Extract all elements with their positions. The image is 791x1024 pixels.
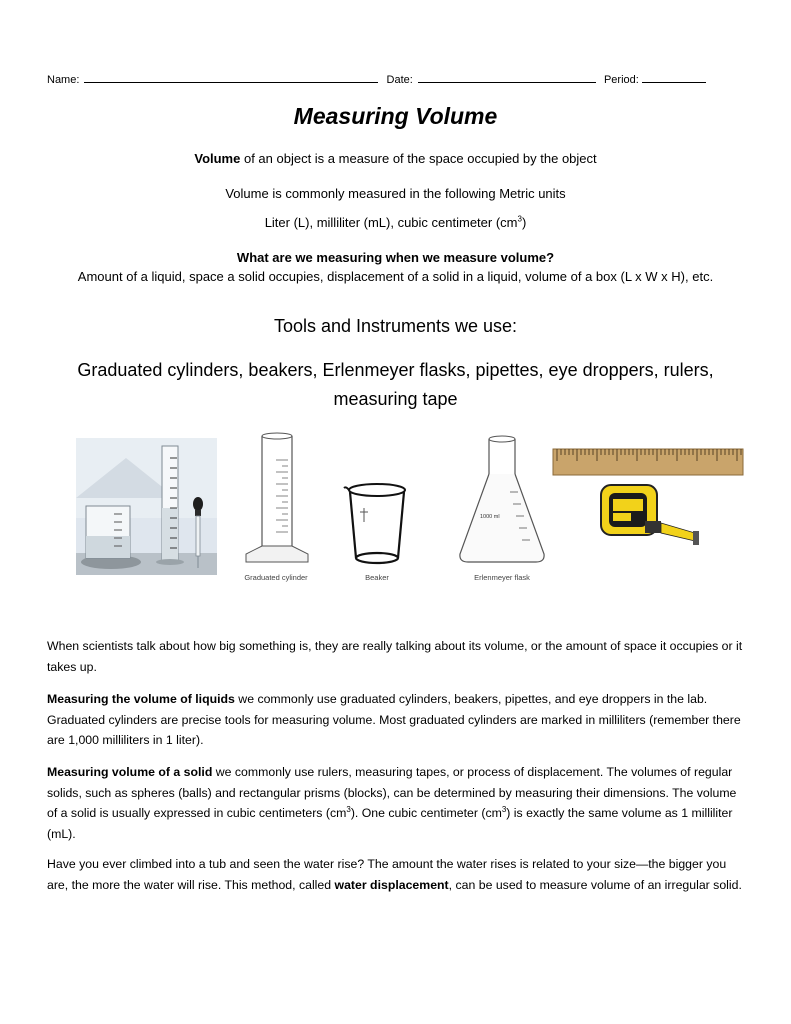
units-list-close: ) bbox=[521, 215, 527, 230]
definition-term: Volume bbox=[194, 151, 241, 166]
page-title: Measuring Volume bbox=[293, 103, 498, 129]
graduated-cylinder-drawing bbox=[238, 430, 316, 572]
volume-definition bbox=[0, 151, 791, 166]
date-field[interactable] bbox=[418, 72, 596, 83]
lab-equipment-photo-svg bbox=[76, 438, 217, 575]
measuring-question: What are we measuring when we measure volume? bbox=[236, 250, 555, 265]
lab-equipment-photo bbox=[76, 438, 217, 575]
liquids-heading: Measuring the volume of liquids bbox=[47, 692, 235, 706]
erlenmeyer-flask-drawing bbox=[456, 434, 548, 570]
units-list bbox=[0, 215, 791, 230]
name-field[interactable] bbox=[84, 72, 378, 83]
solids-heading: Measuring volume of a solid bbox=[47, 765, 213, 779]
erlenmeyer-flask-svg bbox=[456, 434, 548, 570]
header-fields bbox=[47, 72, 706, 86]
displacement-text-a: Have you ever climbed into a tub and seen the water rise? The amount the water rises is related to your size—the bigger you are, the more the water will rise. This method, called bbox=[47, 857, 727, 892]
units-intro: Volume is commonly measured in the following Metric units bbox=[225, 186, 566, 201]
name-label: Name: bbox=[47, 74, 80, 86]
ruler-tape-svg bbox=[545, 437, 745, 557]
measuring-answer: Amount of a liquid, space a solid occupies, displacement of a solid in a liquid, volume of a box (L x W x H), etc. bbox=[77, 269, 714, 284]
flask-volume-label: 1000 ml bbox=[480, 514, 500, 520]
definition-text: of an object is a measure of the space occupied by the object bbox=[240, 151, 597, 166]
displacement-text-b: , can be used to measure volume of an irregular solid. bbox=[448, 877, 742, 892]
beaker-caption: Beaker bbox=[365, 573, 389, 582]
units-superscript: 3 bbox=[517, 214, 522, 224]
liquids-text: we commonly use graduated cylinders, beakers, pipettes, and eye droppers in the lab. Graduated cylinders are precise tools for measuring volume. Most graduated cylinders are marked in milliliters (remember there are 1,000 milliliters in 1 liter). bbox=[47, 692, 741, 747]
paragraph-displacement bbox=[47, 854, 747, 895]
solids-text-c: ) is exactly the same volume as 1 milliliter (mL). bbox=[47, 806, 733, 841]
date-label: Date: bbox=[386, 74, 413, 86]
units-list-text: Liter (L), milliliter (mL), cubic centimeter (cm bbox=[264, 215, 518, 230]
beaker-svg bbox=[342, 478, 412, 570]
period-field[interactable] bbox=[642, 72, 706, 83]
displacement-term: water displacement bbox=[334, 877, 449, 892]
ruler-and-tape-photo bbox=[545, 437, 745, 557]
paragraph-intro: When scientists talk about how big something is, they are really talking about its volume, or the amount of space it occupies or it takes up. bbox=[47, 639, 743, 674]
tools-list: Graduated cylinders, beakers, Erlenmeyer flasks, pipettes, eye droppers, rulers, measuring tape bbox=[77, 360, 714, 409]
tools-heading: Tools and Instruments we use: bbox=[273, 316, 518, 336]
beaker-drawing bbox=[342, 478, 412, 570]
graduated-cylinder-svg bbox=[238, 430, 316, 572]
solids-sup-2: 3 bbox=[501, 804, 507, 814]
cylinder-caption: Graduated cylinder bbox=[244, 573, 308, 582]
flask-caption: Erlenmeyer flask bbox=[474, 573, 530, 582]
solids-sup-1: 3 bbox=[346, 804, 351, 814]
paragraph-solids bbox=[47, 762, 747, 844]
solids-text-b: ). One cubic centimeter (cm bbox=[350, 806, 502, 820]
paragraph-liquids bbox=[47, 689, 747, 751]
solids-text-a: we commonly use rulers, measuring tapes, or process of displacement. The volumes of regular solids, such as spheres (balls) and rectangular prisms (blocks), can be determined by measuring their dimensions. The volume of a solid is usually expressed in cubic centimeters (cm bbox=[47, 765, 737, 820]
period-label: Period: bbox=[603, 74, 639, 86]
